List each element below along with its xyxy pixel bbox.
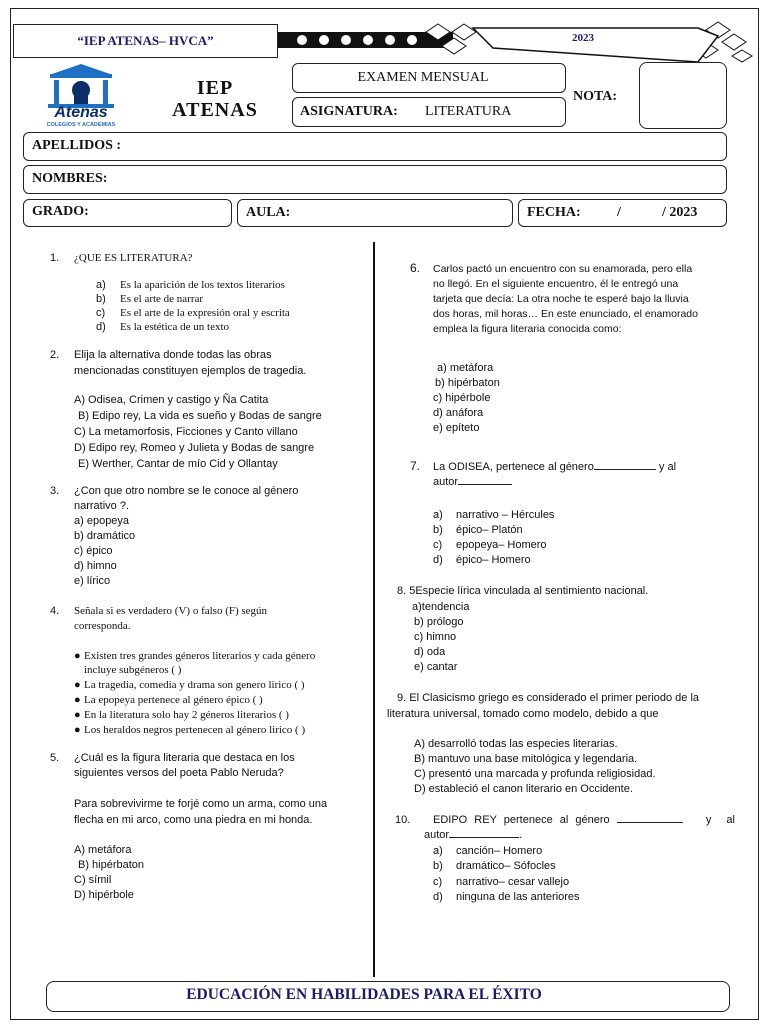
q7-genre-blank[interactable] bbox=[594, 460, 656, 470]
q1-opt-letter: a) bbox=[96, 279, 106, 291]
motto: EDUCACIÓN EN HABILIDADES PARA EL ÉXITO bbox=[186, 986, 542, 1003]
q3-option: a) epopeya bbox=[74, 515, 130, 527]
q2-option: D) Edipo rey, Romeo y Julieta y Bodas de sangre bbox=[74, 442, 315, 454]
q1-opt-letter: c) bbox=[96, 307, 106, 319]
q10-number: 10. bbox=[395, 814, 411, 826]
q6-text-line: Carlos pactó un encuentro con su enamorada, pero ella bbox=[433, 263, 693, 275]
q6-option: c) hipérbole bbox=[433, 392, 491, 404]
bullet-icon: ● bbox=[74, 650, 81, 662]
q4-text-line: Señala si es verdadero (V) o falso (F) según bbox=[74, 605, 268, 617]
q7-opt-letter: a) bbox=[433, 509, 443, 521]
q10-text: autor . bbox=[424, 829, 523, 841]
q7-author-blank[interactable] bbox=[458, 475, 512, 485]
q2-text-line: Elija la alternativa donde todas las obras bbox=[74, 349, 272, 361]
q4-statement: La tragedia, comedia y drama son genero lirico ( ) bbox=[84, 679, 305, 691]
subject-label: ASIGNATURA: bbox=[300, 104, 398, 119]
q9-option: B) mantuvo una base mitológica y legendaria. bbox=[414, 753, 638, 765]
q1-opt-text: Es el arte de la expresión oral y escrita bbox=[120, 307, 290, 319]
q2-option: E) Werther, Cantar de mío Cid y Ollantay bbox=[78, 458, 278, 470]
q8-option: d) oda bbox=[414, 646, 446, 658]
nota-box[interactable] bbox=[639, 62, 727, 129]
bullet-icon: ● bbox=[74, 709, 81, 721]
logo-subtext: COLEGIOS Y ACADEMIAS bbox=[46, 122, 116, 128]
q7-opt-letter: b) bbox=[433, 524, 443, 536]
q4-statement: Existen tres grandes géneros literarios y cada género bbox=[84, 650, 316, 662]
q7-number: 7. bbox=[410, 459, 421, 473]
q5-verse: flecha en mi arco, como una piedra en mi honda. bbox=[74, 814, 313, 826]
subject-value: LITERATURA bbox=[425, 104, 512, 119]
q5-option: A) metáfora bbox=[74, 844, 132, 856]
apellidos-field[interactable] bbox=[23, 132, 727, 161]
nombres-label: NOMBRES: bbox=[32, 171, 108, 186]
q3-option: d) himno bbox=[74, 560, 117, 572]
q1-number: 1. bbox=[50, 252, 60, 264]
bullet-icon: ● bbox=[74, 724, 81, 736]
q5-text-line: siguientes versos del poeta Pablo Neruda? bbox=[74, 767, 284, 779]
school-tag: “IEP ATENAS– HVCA” bbox=[77, 33, 214, 48]
q1-opt-text: Es la estética de un texto bbox=[120, 321, 230, 333]
q10-text-part: autor bbox=[424, 829, 450, 841]
fecha-separator: / bbox=[617, 205, 621, 220]
q4-text-line: corresponda. bbox=[74, 620, 131, 632]
year-label: 2023 bbox=[572, 32, 594, 44]
q3-option: b) dramático bbox=[74, 530, 136, 542]
q10-genre-blank[interactable] bbox=[617, 813, 683, 823]
q1-opt-text: Es el arte de narrar bbox=[120, 293, 204, 305]
q8-text: 8. 5Especie lírica vinculada al sentimiento nacional. bbox=[397, 585, 649, 597]
q6-text-line: tarjeta que decía: La otra noche te esperé bajo la lluvia bbox=[433, 293, 689, 305]
dot-icon bbox=[297, 35, 307, 45]
q10-opt-letter: a) bbox=[433, 845, 443, 857]
q5-number: 5. bbox=[50, 752, 60, 764]
q6-option: a) metáfora bbox=[437, 362, 494, 374]
q10-opt-text: canción– Homero bbox=[456, 845, 543, 857]
q2-number: 2. bbox=[50, 349, 60, 361]
q1-text: ¿QUE ES LITERATURA? bbox=[74, 252, 193, 264]
dot-icon bbox=[363, 35, 373, 45]
q9-option: D) estableció el canon literario en Occidente. bbox=[414, 783, 633, 795]
q10-text-part: EDIPO REY pertenece al género bbox=[433, 814, 610, 826]
q10-opt-text: dramático– Sófocles bbox=[456, 860, 556, 872]
q3-option: e) lírico bbox=[74, 575, 111, 587]
q4-statement: Los heraldos negros pertenecen al género lirico ( ) bbox=[84, 724, 306, 736]
q4-statement: incluye subgéneros ( ) bbox=[84, 664, 182, 676]
q6-option: b) hipérbaton bbox=[435, 377, 500, 389]
nombres-field[interactable] bbox=[23, 165, 727, 194]
q1-opt-letter: b) bbox=[96, 293, 106, 305]
q4-statement: En la literatura solo hay 2 géneros literarios ( ) bbox=[84, 709, 289, 721]
school-name-line1: IEP bbox=[196, 77, 234, 99]
q2-option: A) Odisea, Crimen y castigo y Ña Catita bbox=[74, 394, 269, 406]
q9-option: C) presentó una marcada y profunda religiosidad. bbox=[414, 768, 656, 780]
q10-opt-letter: c) bbox=[433, 876, 443, 888]
q9-option: A) desarrolló todas las especies literarias. bbox=[414, 738, 618, 750]
q7-text bbox=[433, 475, 512, 491]
q7-text bbox=[433, 460, 676, 476]
q6-option: e) epíteto bbox=[433, 422, 480, 434]
q9-text-line: literatura universal, tomado como modelo, debido a que bbox=[387, 708, 659, 720]
dot-icon bbox=[385, 35, 395, 45]
q10-text-part: y al bbox=[705, 814, 735, 826]
column-divider bbox=[373, 242, 375, 977]
q8-option: b) prólogo bbox=[414, 616, 464, 628]
q3-option: c) épico bbox=[74, 545, 113, 557]
q1-opt-text: Es la aparición de los textos literarios bbox=[120, 279, 285, 291]
q5-option: B) hipérbaton bbox=[78, 859, 145, 871]
q5-option: C) símil bbox=[74, 874, 112, 886]
q10-opt-letter: d) bbox=[433, 891, 443, 903]
q7-opt-text: épico– Platón bbox=[456, 524, 523, 536]
fecha-year: / 2023 bbox=[662, 205, 698, 220]
dot-icon bbox=[319, 35, 329, 45]
bullet-icon: ● bbox=[74, 679, 81, 691]
q10-author-blank[interactable] bbox=[449, 828, 519, 838]
q5-verse: Para sobrevivirme te forjé como un arma, como una bbox=[74, 798, 328, 810]
dot-icon bbox=[407, 35, 417, 45]
q8-option: a)tendencia bbox=[412, 601, 470, 613]
q3-text-line: ¿Con que otro nombre se le conoce al género bbox=[74, 485, 299, 497]
q8-option: c) himno bbox=[414, 631, 457, 643]
q7-text-part: autor bbox=[433, 476, 459, 488]
apellidos-label: APELLIDOS : bbox=[32, 138, 122, 153]
exam-title: EXAMEN MENSUAL bbox=[357, 70, 489, 85]
q6-option: d) anáfora bbox=[433, 407, 484, 419]
nota-label: NOTA: bbox=[573, 89, 618, 104]
q7-text-part: y al bbox=[658, 461, 677, 473]
q7-opt-text: epopeya– Homero bbox=[456, 539, 547, 551]
q2-option: C) La metamorfosis, Ficciones y Canto villano bbox=[74, 426, 298, 438]
q5-option: D) hipérbole bbox=[74, 889, 134, 901]
q7-opt-letter: c) bbox=[433, 539, 443, 551]
logo-text: Atenas bbox=[54, 104, 108, 121]
q4-number: 4. bbox=[50, 605, 60, 617]
q7-opt-text: narrativo – Hércules bbox=[456, 509, 555, 521]
q2-option: B) Edipo rey, La vida es sueño y Bodas de sangre bbox=[78, 410, 322, 422]
grado-label: GRADO: bbox=[32, 204, 89, 219]
q6-number: 6. bbox=[410, 261, 421, 275]
q5-text-line: ¿Cuál es la figura literaria que destaca en los bbox=[74, 752, 295, 764]
dot-icon bbox=[341, 35, 351, 45]
q10-opt-text: narrativo– cesar vallejo bbox=[456, 876, 570, 888]
q10-opt-letter: b) bbox=[433, 860, 443, 872]
q2-text-line: mencionadas constituyen ejemplos de tragedia. bbox=[74, 365, 307, 377]
q3-number: 3. bbox=[50, 485, 60, 497]
fecha-label: FECHA: bbox=[527, 205, 581, 220]
q6-text-line: dos horas, mil horas… En este enunciado, el enamorado bbox=[433, 308, 698, 320]
q8-option: e) cantar bbox=[414, 661, 458, 673]
q9-text-line: 9. El Clasicismo griego es considerado el primer periodo de la bbox=[397, 692, 700, 704]
header-decoration bbox=[278, 18, 756, 64]
aula-label: AULA: bbox=[246, 205, 291, 220]
bullet-icon: ● bbox=[74, 694, 81, 706]
q7-opt-letter: d) bbox=[433, 554, 443, 566]
q3-text-line: narrativo ?. bbox=[74, 500, 130, 512]
q6-text-line: emplea la figura literaria conocida como: bbox=[433, 323, 622, 335]
q6-text-line: no llegó. En el siguiente encuentro, él le entregó una bbox=[433, 278, 679, 290]
q1-opt-letter: d) bbox=[96, 321, 106, 333]
q10-opt-text: ninguna de las anteriores bbox=[456, 891, 580, 903]
q7-opt-text: épico– Homero bbox=[456, 554, 531, 566]
school-name-line2: ATENAS bbox=[172, 99, 258, 121]
q10-text bbox=[433, 813, 735, 829]
q4-statement: La epopeya pertenece al género épico ( ) bbox=[84, 694, 263, 706]
q7-text-part: La ODISEA, pertenece al género bbox=[433, 461, 594, 473]
